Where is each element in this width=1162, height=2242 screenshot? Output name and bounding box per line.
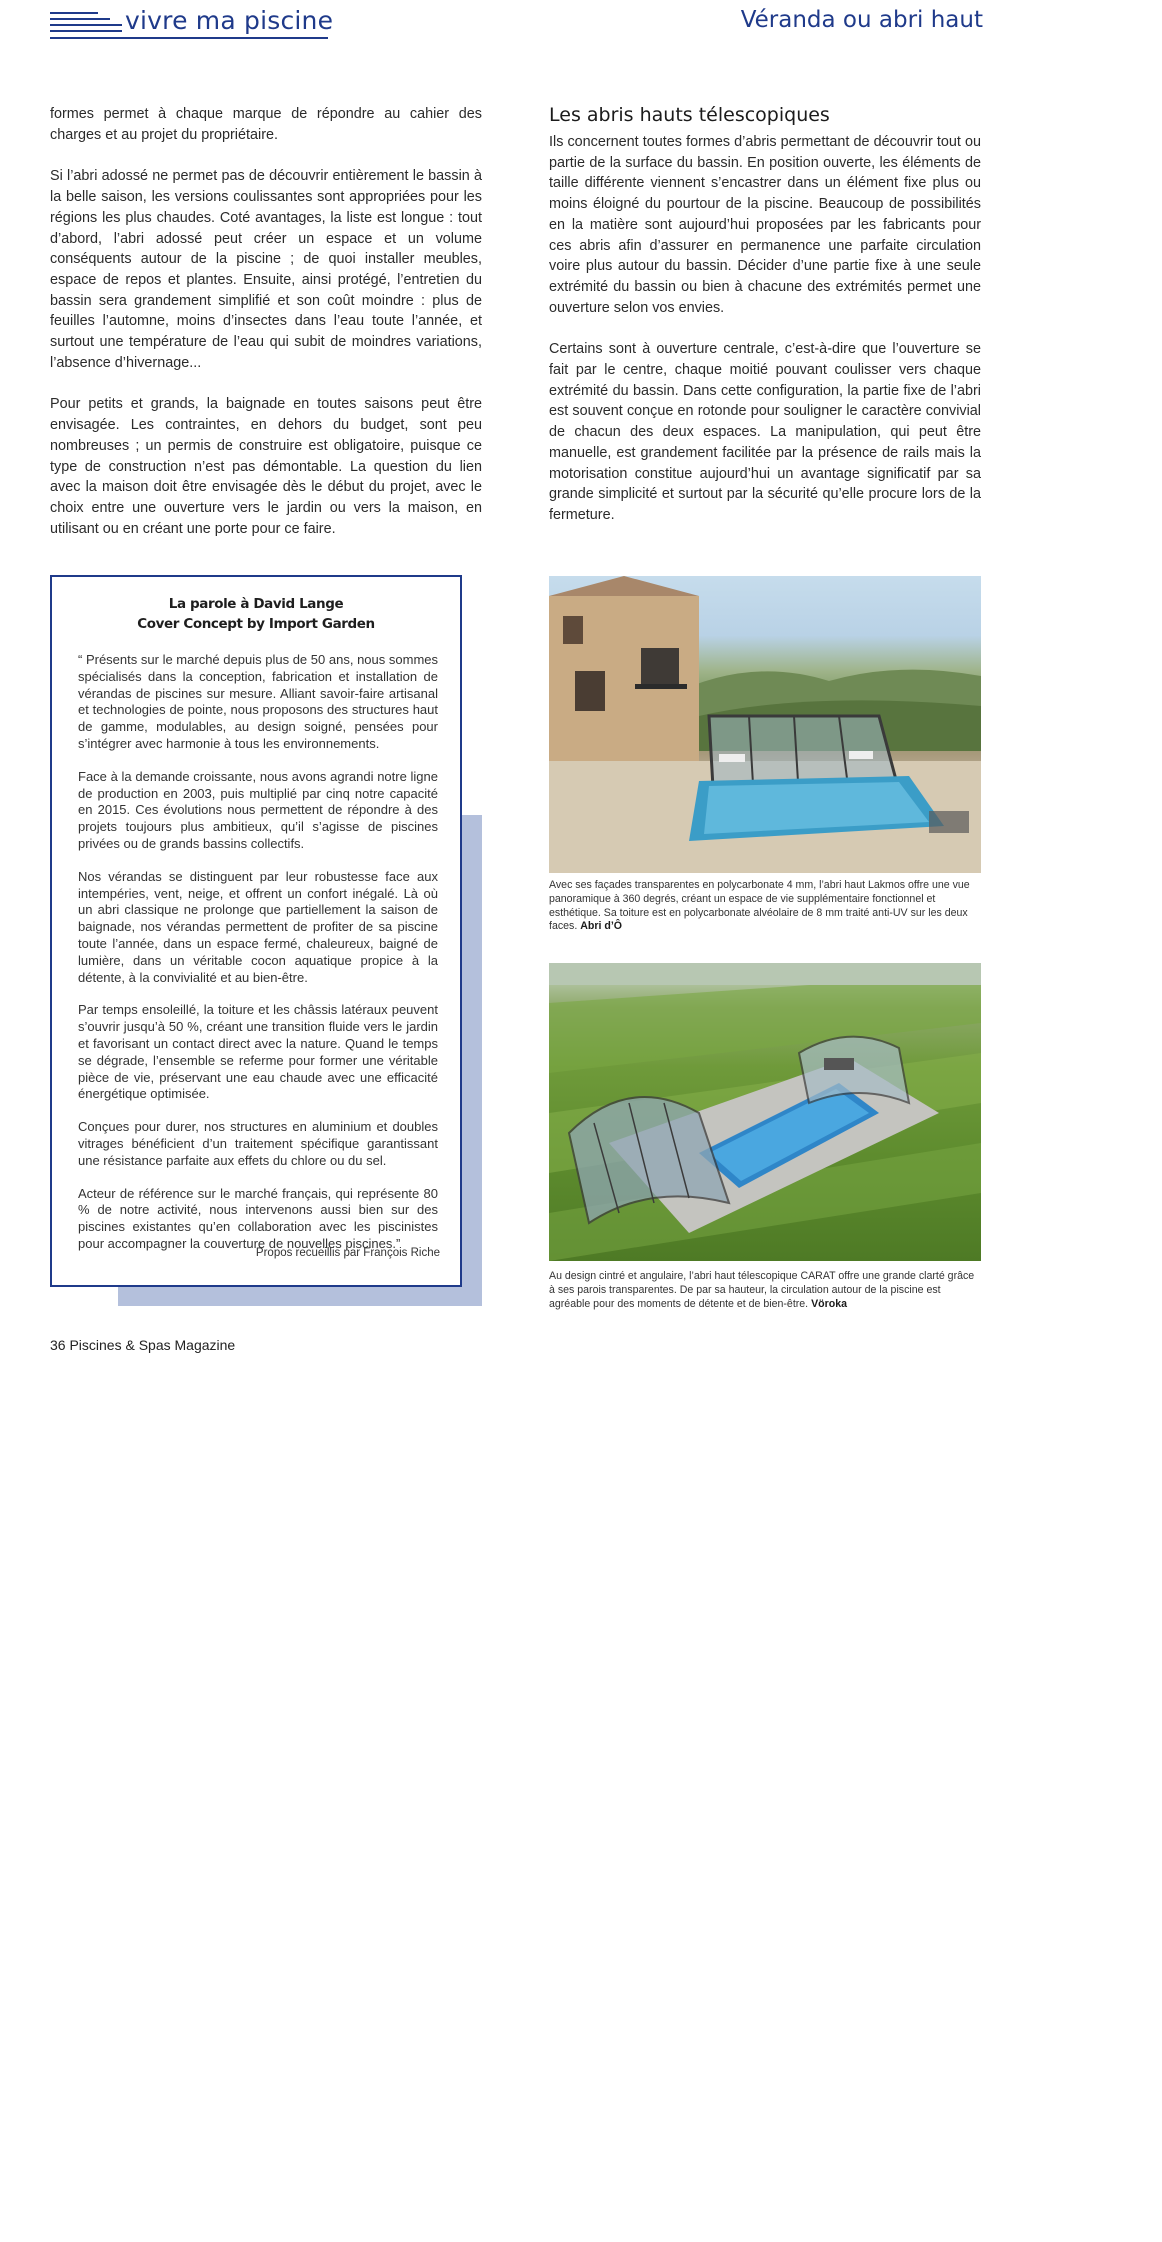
left-column (50, 104, 482, 560)
paragraph: Pour petits et grands, la baignade en toutes saisons peut être envisagée. Les contraintes, en dehors du budget, sont peu nombreuses ; un permis de construire est obligatoire, puisque ce type de construction n’est pas démontable. La question du lien avec la maison doit être envisagée dès le début du projet, avec le choix entre une ouverture vers le jardin ou vers la maison, en utilisant ou en créant une porte pour ce faire. (50, 396, 482, 537)
interview-paragraph: Face à la demande croissante, nous avons agrandi notre ligne de production en 2003, puis multiplié par cinq notre capacité en 2015. Ces évolutions nous permettent de répondre à des projets toujours plus ambitieux, qu’il s’agisse de piscines privées ou de grands bassins collectifs. (78, 768, 438, 851)
interview-signature: Propos recueillis par François Riche (255, 1247, 440, 1259)
header-decoration-lines (50, 12, 122, 36)
interview-paragraph: Acteur de référence sur le marché français, qui représente 80 % de notre activité, nous intervenons aussi bien sur des piscines existantes qu’en collaboration avec les piscinistes pour accompagner la couverture de nouvelles piscines.” (78, 1185, 438, 1251)
interview-paragraph: Par temps ensoleillé, la toiture et les châssis latéraux peuvent s’ouvrir jusqu’à 50 %, créant une transition fluide vers le jardin et favorisant un contact direct avec la nature. Quand le temps se dégrade, l’ensemble se referme pour former une véritable pièce de vie, préservant une eau chaude avec une efficacité énergétique optimisée. (78, 1002, 438, 1102)
photo-carat-illustration (549, 963, 981, 1261)
interview-title-line: La parole à David Lange (168, 596, 344, 612)
page-footer: 36 Piscines & Spas Magazine (50, 1337, 236, 1353)
photo-caption (549, 1270, 983, 1311)
interview-box (50, 575, 462, 1287)
section-title: vivre ma piscine (125, 6, 334, 35)
interview-paragraph: Nos vérandas se distinguent par leur robustesse face aux intempéries, vent, neige, et offrent un confort inégalé. Là où un abri classique ne prolonge que partiellement la saison de baignade, nos vérandas permettent de profiter de sa piscine toute l’année, dans un espace fermé, chaleureux, baigné de lumière, dans un véritable cocon aquatique propice à la détente, à la convivialité et au bien-être. (78, 868, 438, 985)
caption-credit: Abri d’Ô (580, 920, 623, 933)
caption-credit: Vöroka (811, 1297, 848, 1310)
header-underline (50, 37, 328, 39)
interview-paragraph: Conçues pour durer, nos structures en aluminium et doubles vitrages bénéficient d’un traitement spécifique garantissant une résistance parfaite aux effets du chlore ou du sel. (78, 1119, 438, 1168)
paragraph: Certains sont à ouverture centrale, c’est-à-dire que l’ouverture se fait par le centre, chaque moitié pouvant coulisser vers chaque extrémité du bassin. Dans cette configuration, la partie fixe de l’abri est souvent conçue en rotonde pour souligner le caractère convivial de chacun des deux espaces. La manipulation, qui peut être manuelle, est grandement facilitée par la présence de rails mais la motorisation constitue aujourd’hui un avantage significatif par sa grande simplicité et surtout par la sécurité qu’elle procure lors de la fermeture. (549, 341, 981, 523)
section-heading: Les abris hauts télescopiques (549, 104, 830, 126)
paragraph: formes permet à chaque marque de répondre au cahier des charges et au projet du propriétaire. (50, 106, 482, 143)
paragraph: Si l’abri adossé ne permet pas de découvrir entièrement le bassin à la belle saison, les versions coulissantes sont appropriées pour les régions les plus chaudes. Coté avantages, la liste est longue : tout d’abord, l’abri adossé peut créer un espace et un volume conséquents autour de la piscine ; de quoi installer meubles, espace de repos et plantes. Ensuite, ainsi protégé, l’entretien du bassin sera grandement simplifié et son coût moindre : plus de feuilles l’automne, moins d’insectes dans l’eau toute l’année, et surtout une température de l’eau qui subit de moindres variations, l’absence d’hivernage... (50, 168, 482, 371)
photo-caption (549, 879, 983, 934)
photo-lakmos-illustration (549, 576, 981, 873)
interview-subtitle-line: Cover Concept by Import Garden (137, 616, 375, 632)
interview-paragraph: “ Présents sur le marché depuis plus de 50 ans, nous sommes spécialisés dans la conception, fabrication et installation de vérandas de piscines sur mesure. Alliant savoir-faire artisanal et technologies de pointe, nous proposons des structures haut de gamme, modulables, au design soigné, pensées pour s’intégrer avec harmonie à tous les environnements. (78, 652, 438, 751)
interview-body (78, 652, 438, 1269)
caption-text: Avec ses façades transparentes en polycarbonate 4 mm, l’abri haut Lakmos offre une vue panoramique à 360 degrés, créant un espace de vie supplémentaire fonctionnel et esthétique. Sa toiture est en polycarbonate alvéolaire de 8 mm traité anti-UV sur les deux faces. (549, 879, 970, 933)
interview-title (52, 594, 460, 634)
topic-title: Véranda ou abri haut (740, 7, 983, 33)
right-column (549, 104, 981, 547)
paragraph: Ils concernent toutes formes d’abris permettant de découvrir tout ou partie de la surface du bassin. En position ouverte, les éléments de taille différente viennent s’encastrer dans un élément fixe plus ou moins éloigné du pourtour de la piscine. Beaucoup de possibilités en la matière sont aujourd’hui proposées par les fabricants pour ces abris afin d’assurer en permanence une parfaite circulation voire plus autour du bassin. Décider d’une partie fixe à une seule extrémité du bassin ou bien à chacune des extrémités permet une ouverture selon vos envies. (549, 134, 981, 316)
photo-lakmos-enclosure (549, 576, 981, 873)
photo-credit: Photo : Aménagements Riche (1102, 2212, 1162, 2242)
caption-text: Au design cintré et angulaire, l’abri haut télescopique CARAT offre une grande clarté grâce à ses parois transparentes. De par sa hauteur, la circulation autour de la piscine est agréable pour des moments de détente et de bien-être. (549, 1270, 975, 1310)
